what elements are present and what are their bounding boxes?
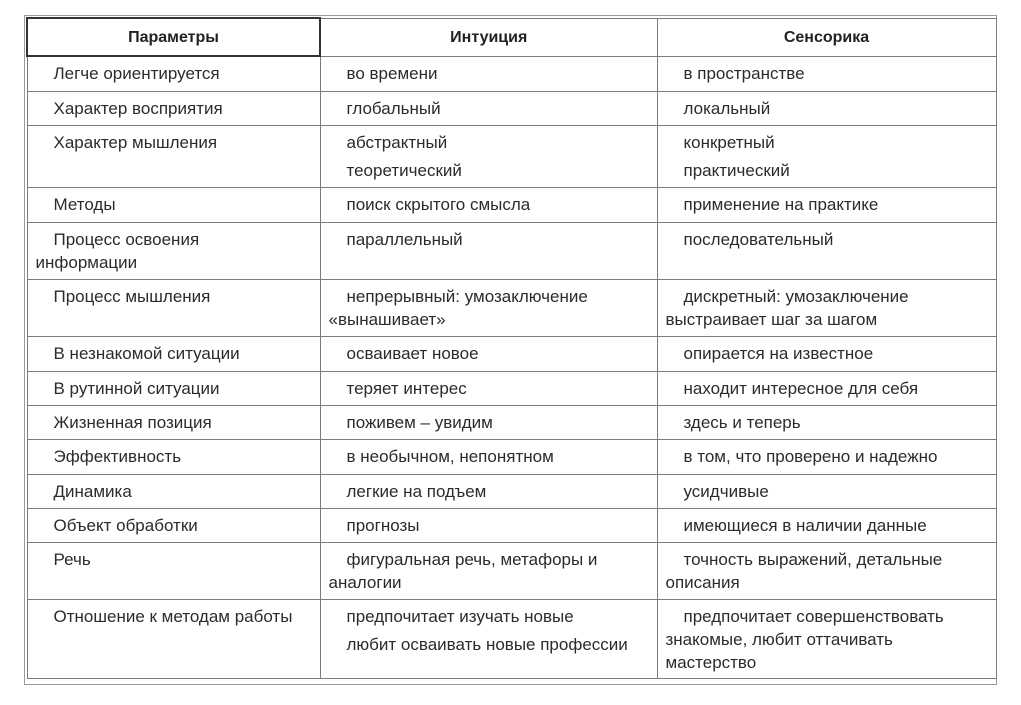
cell-sensing	[657, 474, 996, 508]
header-row	[27, 18, 996, 56]
cell-text: точность выражений, детальные	[683, 549, 943, 569]
cell-text: В незнакомой ситуации	[53, 343, 240, 363]
cell-text: предпочитает изучать новые	[346, 606, 574, 626]
cell-text: Процесс мышления	[53, 286, 211, 306]
cell-param	[27, 222, 320, 279]
cell-text: в пространстве	[683, 63, 805, 83]
cell-sensing	[657, 439, 996, 474]
cell-text: информации	[35, 252, 138, 272]
cell-text: знакомые, любит оттачивать	[665, 629, 893, 649]
cell-text: поживем – увидим	[346, 412, 493, 432]
table-row	[27, 508, 996, 542]
cell-text: Характер восприятия	[53, 98, 223, 118]
cell-text: глобальный	[346, 98, 441, 118]
cell-text: в необычном, непонятном	[346, 446, 554, 466]
cell-param	[27, 474, 320, 508]
cell-text: усидчивые	[683, 481, 769, 501]
cell-param	[27, 371, 320, 405]
cell-text: В рутинной ситуации	[53, 378, 220, 398]
cell-sensing	[657, 371, 996, 405]
cell-text: Характер мышления	[53, 132, 218, 152]
cell-text: абстрактный	[346, 132, 448, 152]
cell-intuition	[320, 371, 657, 405]
cell-intuition	[320, 91, 657, 125]
cell-sensing	[657, 542, 996, 599]
cell-text: Объект обработки	[53, 515, 198, 535]
cell-text: Динамика	[53, 481, 132, 501]
cell-text: Жизненная позиция	[53, 412, 212, 432]
cell-text: любит осваивать новые профессии	[346, 634, 628, 654]
cell-intuition	[320, 599, 657, 678]
table-row	[27, 222, 996, 279]
cell-param	[27, 542, 320, 599]
cell-text: здесь и теперь	[683, 412, 801, 432]
cell-intuition	[320, 336, 657, 371]
cell-text: Речь	[53, 549, 91, 569]
table-body	[27, 56, 996, 678]
cell-sensing	[657, 279, 996, 336]
cell-sensing	[657, 91, 996, 125]
cell-text: дискретный: умозаключение	[683, 286, 909, 306]
table-row	[27, 279, 996, 336]
cell-intuition	[320, 542, 657, 599]
table-row	[27, 125, 996, 187]
cell-param	[27, 405, 320, 439]
cell-intuition	[320, 508, 657, 542]
cell-text: поиск скрытого смысла	[346, 194, 531, 214]
cell-param	[27, 599, 320, 678]
cell-text: параллельный	[346, 229, 463, 249]
cell-text: применение на практике	[683, 194, 879, 214]
cell-text: описания	[665, 572, 740, 592]
header-parameters: Параметры	[27, 18, 320, 56]
table-row	[27, 405, 996, 439]
comparison-table	[26, 17, 997, 679]
table-row	[27, 542, 996, 599]
cell-text: практический	[683, 160, 790, 180]
cell-text: Отношение к методам работы	[53, 606, 293, 626]
cell-sensing	[657, 187, 996, 222]
cell-text: локальный	[683, 98, 771, 118]
cell-sensing	[657, 222, 996, 279]
cell-text: фигуральная речь, метафоры и	[346, 549, 598, 569]
cell-intuition	[320, 439, 657, 474]
cell-sensing	[657, 508, 996, 542]
table-row	[27, 599, 996, 678]
cell-text: конкретный	[683, 132, 775, 152]
cell-param	[27, 56, 320, 91]
cell-intuition	[320, 279, 657, 336]
cell-text: находит интересное для себя	[683, 378, 919, 398]
cell-text: Процесс освоения	[53, 229, 200, 249]
cell-text: во времени	[346, 63, 438, 83]
cell-text: теряет интерес	[346, 378, 467, 398]
header-sensing: Сенсорика	[657, 18, 996, 56]
cell-text: Легче ориентируется	[53, 64, 220, 83]
table-row	[27, 439, 996, 474]
table-row	[27, 187, 996, 222]
cell-param	[27, 336, 320, 371]
cell-text: осваивает новое	[346, 343, 479, 363]
header-intuition: Интуиция	[320, 18, 657, 56]
cell-text: легкие на подъем	[346, 481, 487, 501]
cell-text: аналогии	[328, 572, 402, 592]
cell-intuition	[320, 474, 657, 508]
cell-text: имеющиеся в наличии данные	[683, 515, 927, 535]
cell-text: теоретический	[346, 160, 462, 180]
cell-text: предпочитает совершенствовать	[683, 606, 944, 626]
cell-text: выстраивает шаг за шагом	[665, 309, 878, 329]
cell-param	[27, 125, 320, 187]
cell-text: последовательный	[683, 229, 834, 249]
cell-param	[27, 439, 320, 474]
cell-param	[27, 91, 320, 125]
cell-text: прогнозы	[346, 515, 420, 535]
cell-text: в том, что проверено и надежно	[683, 446, 938, 466]
cell-text: Эффективность	[53, 446, 182, 466]
cell-text: опирается на известное	[683, 343, 874, 363]
cell-sensing	[657, 599, 996, 678]
cell-text: мастерство	[665, 652, 757, 672]
table-row	[27, 371, 996, 405]
table-row	[27, 474, 996, 508]
cell-intuition	[320, 125, 657, 187]
cell-intuition	[320, 222, 657, 279]
cell-sensing	[657, 336, 996, 371]
cell-param	[27, 187, 320, 222]
cell-text: «вынашивает»	[328, 309, 446, 329]
cell-intuition	[320, 187, 657, 222]
cell-param	[27, 279, 320, 336]
table-row	[27, 336, 996, 371]
cell-sensing	[657, 56, 996, 91]
table-row	[27, 56, 996, 91]
cell-intuition	[320, 405, 657, 439]
table-row	[27, 91, 996, 125]
cell-intuition	[320, 56, 657, 91]
cell-text: непрерывный: умозаключение	[346, 286, 588, 306]
cell-sensing	[657, 405, 996, 439]
cell-sensing	[657, 125, 996, 187]
cell-text: Методы	[53, 194, 116, 214]
cell-param	[27, 508, 320, 542]
